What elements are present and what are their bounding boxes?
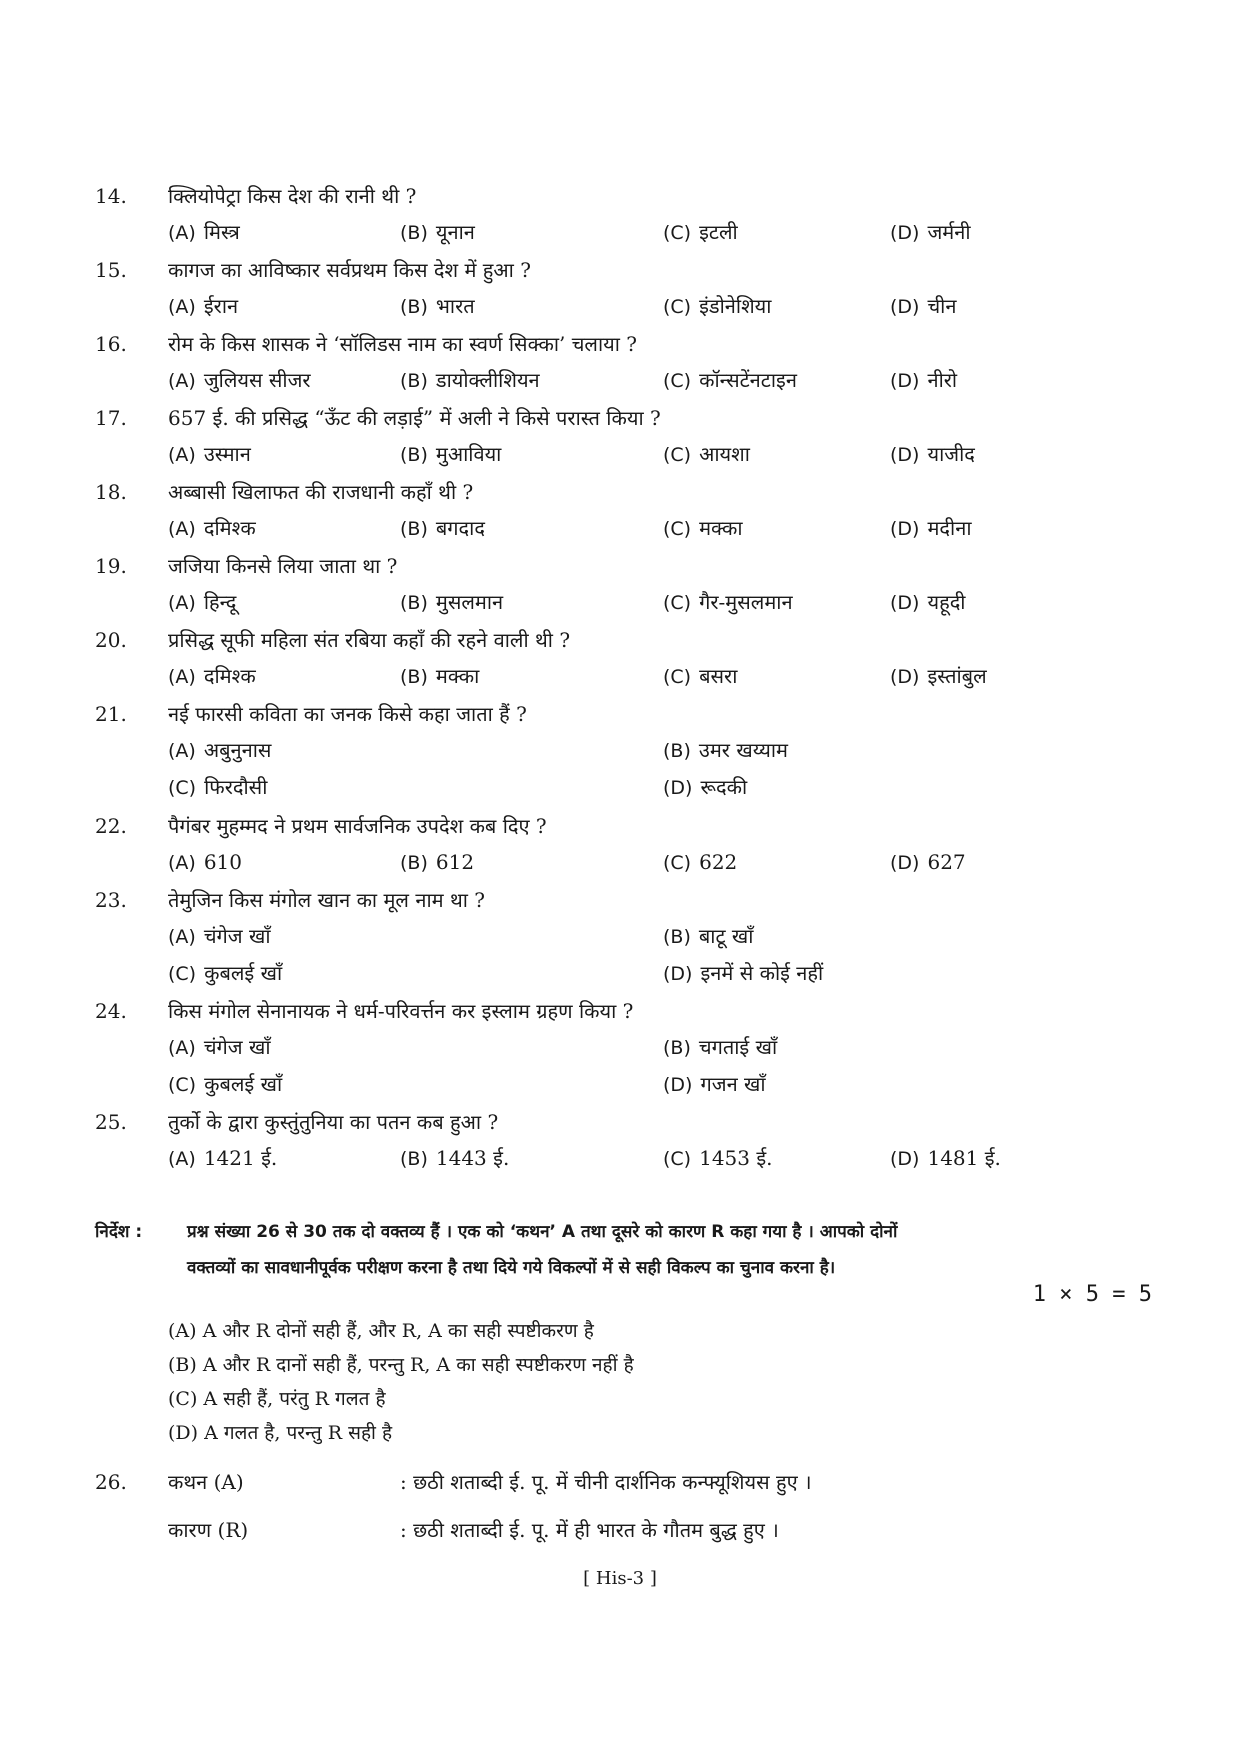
option-c: (C) 1453 ई. xyxy=(663,1146,773,1170)
option-d: (D) नीरो xyxy=(890,368,958,392)
question-18 xyxy=(0,474,1240,547)
assertion-text: : छठी शताब्दी ई. पू. में चीनी दार्शनिक कन्फ्यूशियस हुए । xyxy=(400,1470,812,1494)
option-d: (D) इस्तांबुल xyxy=(890,664,987,688)
ar-option-a: (A) A और R दोनों सही हैं, और R, A का सही स्पष्टीकरण है xyxy=(168,1320,594,1342)
question-text: अब्बासी खिलाफत की राजधानी कहाँ थी ? xyxy=(168,480,474,504)
question-text: प्रसिद्ध सूफी महिला संत रबिया कहाँ की रहने वाली थी ? xyxy=(168,628,571,652)
option-b: (B) 612 xyxy=(400,850,475,874)
page-footer: [ His-3 ] xyxy=(583,1568,657,1589)
option-d: (D) गजन खाँ xyxy=(663,1072,766,1096)
option-c: (C) बसरा xyxy=(663,664,738,688)
question-21 xyxy=(0,696,1240,806)
option-a: (A) ईरान xyxy=(168,294,239,318)
question-number: 14. xyxy=(95,184,127,208)
option-d: (D) रूदकी xyxy=(663,775,748,799)
question-number: 20. xyxy=(95,628,127,652)
question-number: 21. xyxy=(95,702,127,726)
assertion-label: कथन (A) xyxy=(168,1470,244,1494)
option-d: (D) मदीना xyxy=(890,516,972,540)
question-20 xyxy=(0,622,1240,695)
question-number: 15. xyxy=(95,258,127,282)
reason-label: कारण (R) xyxy=(168,1518,249,1542)
option-a: (A) 610 xyxy=(168,850,243,874)
option-c: (C) फिरदौसी xyxy=(168,775,268,799)
option-c: (C) इटली xyxy=(663,220,738,244)
option-c: (C) कॉन्सटेंनटाइन xyxy=(663,368,797,392)
question-text: कागज का आविष्कार सर्वप्रथम किस देश में हुआ ? xyxy=(168,258,531,282)
question-14 xyxy=(0,178,1240,251)
question-17 xyxy=(0,400,1240,473)
option-a: (A) जुलियस सीजर xyxy=(168,368,311,392)
question-number: 25. xyxy=(95,1110,127,1134)
question-text: किस मंगोल सेनानायक ने धर्म-परिवर्त्तन कर इस्लाम ग्रहण किया ? xyxy=(168,999,634,1023)
instructions-line-2: वक्तव्यों का सावधानीपूर्वक परीक्षण करना है तथा दिये गये विकल्पों में से सही विकल्प का चुनाव करना है। xyxy=(187,1258,836,1278)
option-b: (B) 1443 ई. xyxy=(400,1146,510,1170)
option-b: (B) मुसलमान xyxy=(400,590,504,614)
option-c: (C) कुबलई खाँ xyxy=(168,961,283,985)
option-a: (A) दमिश्क xyxy=(168,664,256,688)
option-d: (D) 627 xyxy=(890,850,966,874)
option-a: (A) चंगेज खाँ xyxy=(168,1035,271,1059)
question-text: पैगंबर मुहम्मद ने प्रथम सार्वजनिक उपदेश कब दिए ? xyxy=(168,814,547,838)
option-d: (D) याजीद xyxy=(890,442,975,466)
question-text: नई फारसी कविता का जनक किसे कहा जाता हैं ? xyxy=(168,702,527,726)
option-d: (D) यहूदी xyxy=(890,590,966,614)
option-d: (D) इनमें से कोई नहीं xyxy=(663,961,824,985)
question-text: 657 ई. की प्रसिद्ध “ऊँट की लड़ाई” में अली ने किसे परास्त किया ? xyxy=(168,406,661,430)
assertion-reason-options xyxy=(168,1314,634,1450)
question-22 xyxy=(0,808,1240,881)
option-b: (B) उमर खय्याम xyxy=(663,738,788,762)
option-a: (A) उस्मान xyxy=(168,442,251,466)
option-d: (D) 1481 ई. xyxy=(890,1146,1001,1170)
question-number: 23. xyxy=(95,888,127,912)
question-number: 22. xyxy=(95,814,127,838)
ar-option-c: (C) A सही हैं, परंतु R गलत है xyxy=(168,1388,386,1410)
option-d: (D) जर्मनी xyxy=(890,220,971,244)
option-b: (B) मुआविया xyxy=(400,442,502,466)
option-c: (C) गैर-मुसलमान xyxy=(663,590,793,614)
option-d: (D) चीन xyxy=(890,294,957,318)
option-c: (C) इंडोनेशिया xyxy=(663,294,772,318)
option-b: (B) भारत xyxy=(400,294,475,318)
instructions-heading: निर्देश : xyxy=(95,1222,143,1242)
reason-text: : छठी शताब्दी ई. पू. में ही भारत के गौतम बुद्ध हुए । xyxy=(400,1518,779,1542)
option-b: (B) बगदाद xyxy=(400,516,485,540)
question-text: जजिया किनसे लिया जाता था ? xyxy=(168,554,398,578)
question-text: तेमुजिन किस मंगोल खान का मूल नाम था ? xyxy=(168,888,485,912)
question-number: 19. xyxy=(95,554,127,578)
option-b: (B) चगताई खाँ xyxy=(663,1035,778,1059)
option-c: (C) मक्का xyxy=(663,516,743,540)
option-b: (B) बाटू खाँ xyxy=(663,924,754,948)
option-b: (B) मक्का xyxy=(400,664,480,688)
question-text: क्लियोपेट्रा किस देश की रानी थी ? xyxy=(168,184,417,208)
question-number: 17. xyxy=(95,406,127,430)
question-24 xyxy=(0,993,1240,1103)
question-number: 26. xyxy=(95,1470,127,1494)
option-a: (A) हिन्दू xyxy=(168,590,237,614)
instructions-line-1: प्रश्न संख्या 26 से 30 तक दो वक्तव्य हैं । एक को ‘कथन’ A तथा दूसरे को कारण R कहा गया है । आपको दोनों xyxy=(187,1222,898,1242)
question-text: रोम के किस शासक ने ‘सॉलिडस नाम का स्वर्ण सिक्का’ चलाया ? xyxy=(168,332,638,356)
question-16 xyxy=(0,326,1240,399)
question-19 xyxy=(0,548,1240,621)
option-a: (A) मिस्त्र xyxy=(168,220,240,244)
question-number: 16. xyxy=(95,332,127,356)
marks-allocation: 1 × 5 = 5 xyxy=(1032,1282,1152,1307)
question-23 xyxy=(0,882,1240,992)
question-15 xyxy=(0,252,1240,325)
ar-option-d: (D) A गलत है, परन्तु R सही है xyxy=(168,1422,393,1444)
question-text: तुर्को के द्वारा कुस्तुंतुनिया का पतन कब हुआ ? xyxy=(168,1110,499,1134)
option-b: (B) डायोक्लीशियन xyxy=(400,368,540,392)
option-c: (C) कुबलई खाँ xyxy=(168,1072,283,1096)
question-25 xyxy=(0,1104,1240,1177)
option-c: (C) आयशा xyxy=(663,442,750,466)
option-b: (B) यूनान xyxy=(400,220,475,244)
option-c: (C) 622 xyxy=(663,850,738,874)
ar-option-b: (B) A और R दानों सही हैं, परन्तु R, A का सही स्पष्टीकरण नहीं है xyxy=(168,1354,634,1376)
question-number: 24. xyxy=(95,999,127,1023)
option-a: (A) चंगेज खाँ xyxy=(168,924,271,948)
option-a: (A) 1421 ई. xyxy=(168,1146,278,1170)
question-number: 18. xyxy=(95,480,127,504)
option-a: (A) दमिश्क xyxy=(168,516,256,540)
option-a: (A) अबुनुनास xyxy=(168,738,272,762)
question-26 xyxy=(0,1458,1240,1554)
